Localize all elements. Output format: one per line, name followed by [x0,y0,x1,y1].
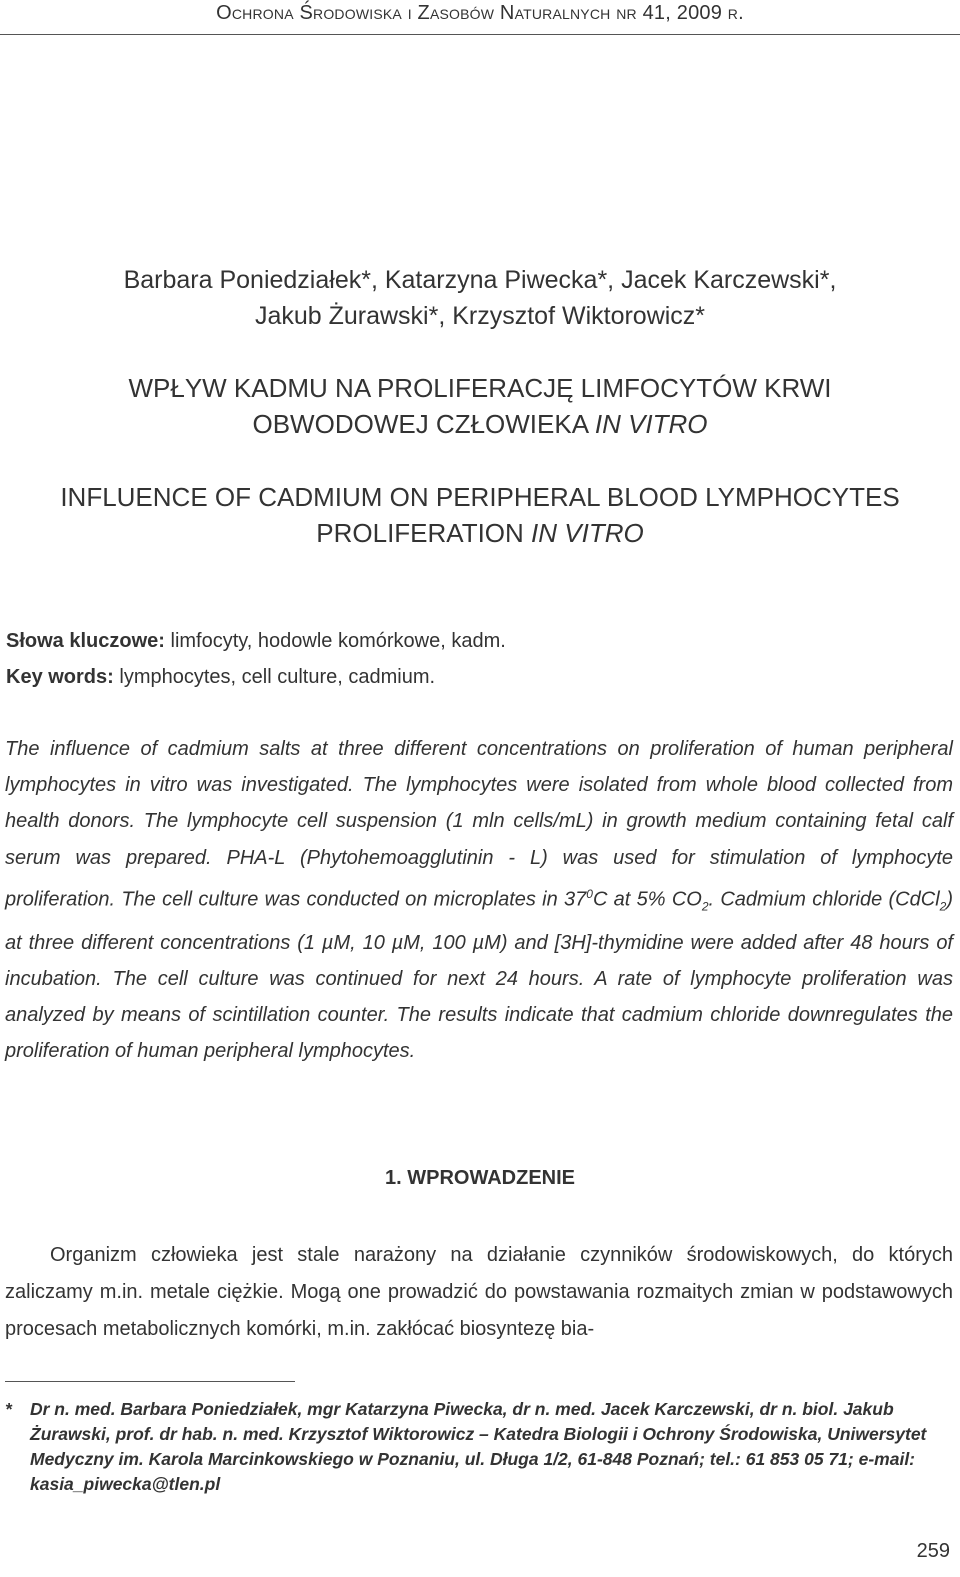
running-header [0,2,960,32]
title-english-line-2-italic: IN VITRO [531,518,644,548]
footnote-rule [5,1381,295,1382]
authors-line-2: Jakub Żurawski*, Krzysztof Wiktorowicz* [254,302,706,330]
title-english-line-2 [0,515,960,551]
footnote-mark: * [5,1399,12,1419]
keywords-english-label: Key words: [6,666,114,688]
section-title: 1. WPROWADZENIE [384,1167,575,1189]
keywords-polish-text: limfocyty, hodowle komórkowe, kadm. [164,630,506,652]
title-polish-line-2 [0,406,960,442]
abstract-part-1: The influence of cadmium salts at three different concentrations on proliferation of human peripheral lymphocytes in vitro was investigated. The lymphocytes were isolated from whole blood collected from health donors. The lymphocyte cell suspension (1 mln cells/mL) in growth medium containing fetal calf serum was prepared. PHA-L (Phytohemoagglutinin - L) was used for stimulation of lymphocyte proliferation. The cell culture was conducted on microplates in 37 [5,738,953,911]
degree-superscript: 0 [586,886,593,901]
title-english-line-2-main: PROLIFERATION [316,518,532,548]
page-number: 259 [916,1540,950,1562]
keywords-english [6,662,435,692]
keywords-polish-label: Słowa kluczowe: [6,630,165,652]
header-rule [0,34,960,35]
abstract-part-2: C at 5% CO [592,888,702,911]
keywords-polish [6,626,506,656]
footnote-text: Dr n. med. Barbara Poniedziałek, mgr Katarzyna Piwecka, dr n. med. Jacek Karczewski, dr n. biol. Jakub Żurawski, prof. dr hab. n. med. Krzysztof Wiktorowicz – Katedra Biologii i Ochrony Środowiska, Uniwersytet Medyczny im. Karola Marcinkowskiego w Poznaniu, ul. Długa 1/2, 61-848 Poznań; tel.: 61 853 05 71; e-mail: kasia_piwecka@tlen.pl [30,1399,927,1494]
title-polish [0,370,960,442]
abstract-part-3: . Cadmium chloride (CdCl [708,888,940,911]
title-polish-line-1: WPŁYW KADMU NA PROLIFERACJĘ LIMFOCYTÓW KRWI [128,373,832,403]
authors-line-1: Barbara Poniedziałek*, Katarzyna Piwecka*, Jacek Karczewski*, [123,266,837,294]
title-english [0,479,960,551]
abstract-part-4: ) at three different concentrations (1 µM, 10 µM, 100 µM) and [3H]-thymidine were added after 48 hours of incubation. The cell culture was continued for next 24 hours. A rate of lymphocyte proliferation was analyzed by means of scintillation counter. The results indicate that cadmium chloride downregulates the proliferation of human peripheral lymphocytes. [5,888,953,1063]
cdcl2-subscript: 2 [939,899,947,914]
title-polish-line-2-italic: IN VITRO [594,409,708,439]
footnote [5,1397,935,1497]
journal-issue: nr 41, 2009 r. [616,2,744,24]
title-english-line-1: INFLUENCE OF CADMIUM ON PERIPHERAL BLOOD LYMPHOCYTES [60,482,900,512]
abstract [5,731,953,1069]
title-polish-line-2-main: OBWODOWEJ CZŁOWIEKA [252,409,595,439]
intro-paragraph: Organizm człowieka jest stale narażony na działanie czynników środowiskowych, do których zaliczamy m.in. metale ciężkie. Mogą one prowadzić do powstawania rozmaitych zmian w podstawowych procesach metabolicznych komórki, m.in. zakłócać biosyntezę bia- [5,1244,953,1340]
authors [0,262,960,334]
co2-subscript: 2 [701,899,709,914]
keywords-english-text: lymphocytes, cell culture, cadmium. [113,666,436,688]
journal-name: Ochrona Środowiska i Zasobów Naturalnych [216,2,611,24]
